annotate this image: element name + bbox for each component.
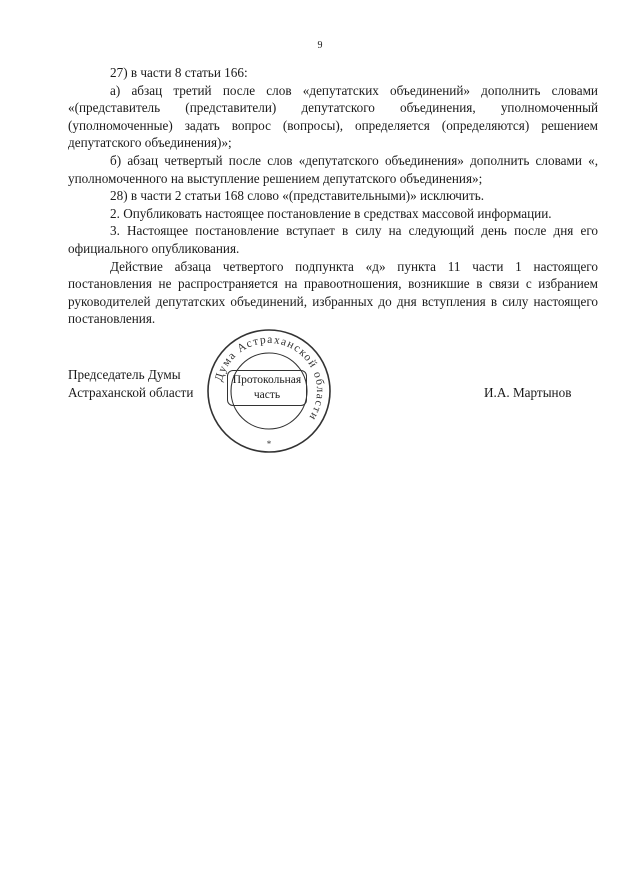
official-seal [204, 326, 334, 456]
seal-star: * [266, 439, 272, 449]
paragraph-28: 28) в части 2 статьи 168 слово «(представительными)» исключить. [110, 188, 485, 204]
paragraph-27-a: а) абзац третий после слов «депутатских объединений» дополнить словами «(представитель (представители) депутатского объединения, уполномоченный (уполномоченные) задать вопрос (вопросы), определяется (определяются) решением депутатского объединения)»; [68, 82, 598, 151]
document-body [68, 64, 598, 328]
page-number: 9 [317, 40, 323, 51]
seal-center-frame [227, 370, 307, 406]
seal-center-line2: часть [253, 389, 281, 401]
seal-center-line1: Протокольная [232, 374, 302, 386]
paragraph-27-heading: 27) в части 8 статьи 166: [110, 65, 248, 80]
paragraph-3: 3. Настоящее постановление вступает в силу на следующий день после дня его официального опубликования. [68, 223, 598, 256]
signatory-name: И.А. Мартынов [484, 385, 572, 400]
seal-ring-text: Дума Астраханской области [212, 333, 327, 423]
paragraph-2: 2. Опубликовать настоящее постановление в средствах массовой информации. [110, 205, 552, 221]
paragraph-27-b: б) абзац четвертый после слов «депутатского объединения» дополнить словами «, уполномоченного на выступление решением депутатского объединения»; [68, 152, 598, 186]
signatory-position [68, 366, 193, 401]
signatory-position-line2: Астраханской области [68, 384, 194, 400]
signatory-position-line1: Председатель Думы [68, 367, 181, 382]
paragraph-effect: Действие абзаца четвертого подпункта «д» пункта 11 части 1 настоящего постановления не распространяется на правоотношения, возникшие в связи с избранием руководителей депутатских объединений, избранных до дня вступления в силу настоящего постановления. [68, 258, 598, 327]
